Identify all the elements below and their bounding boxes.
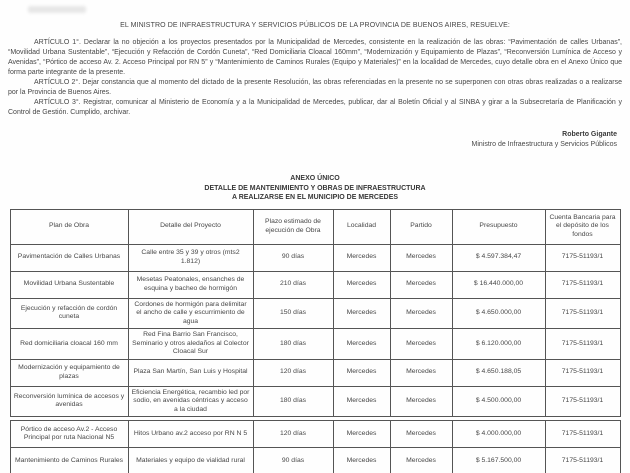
table-cell: $ 4.500.000,00 (452, 386, 545, 417)
table-cell: Modernización y equipamiento de plazas (10, 359, 128, 386)
table-cell: Mercedes (333, 244, 390, 271)
table-row (10, 359, 620, 386)
table-header-cell: Partido (390, 209, 452, 244)
article-2: ARTÍCULO 2°. Dejar constancia que al momento del dictado de la presente Resolución, las obras referenciadas en la presente no se superponen con otras obras realizadas o a realizarse por la Provincia de Buenos Aires. (8, 79, 622, 96)
table-header-cell: Plan de Obra (10, 209, 128, 244)
resolution-heading: EL MINISTRO DE INFRAESTRUCTURA Y SERVICIOS PÚBLICOS DE LA PROVINCIA DE BUENOS AIRES, RESUELVE: (120, 22, 510, 29)
table-cell: Mercedes (390, 271, 452, 298)
table-cell: 180 días (253, 329, 333, 360)
table-cell: Mercedes (390, 448, 452, 473)
table-cell: Mercedes (333, 448, 390, 473)
table-cell: Mercedes (390, 244, 452, 271)
table-cell: Reconversión lumínica de accesos y avenidas (10, 386, 128, 417)
table-cell: Mercedes (333, 421, 390, 448)
table-cell: Materiales y equipo de vialidad rural (128, 448, 253, 473)
table-cell: Calle entre 35 y 39 y otros (mts2 1.812) (128, 244, 253, 271)
table-cell: 7175-51193/1 (545, 359, 620, 386)
table-cell: Ejecución y refacción de cordón cuneta (10, 298, 128, 329)
table-cell: Mantenimiento de Caminos Rurales (10, 448, 128, 473)
table-cell: Mercedes (333, 386, 390, 417)
table-cell: Mercedes (333, 329, 390, 360)
table-header-cell: Detalle del Proyecto (128, 209, 253, 244)
signature-block (0, 130, 617, 150)
table-cell: 90 días (253, 448, 333, 473)
table-cell: 180 días (253, 386, 333, 417)
table-cell: 150 días (253, 298, 333, 329)
table-cell: Movilidad Urbana Sustentable (10, 271, 128, 298)
table-cell: 7175-51193/1 (545, 421, 620, 448)
table-cell: Eficiencia Energética, recambio led por sodio, en avenidas céntricas y acceso a la ciudad (128, 386, 253, 417)
table-cell: $ 6.120.000,00 (452, 329, 545, 360)
table-cell: Mercedes (333, 271, 390, 298)
table-cell: 7175-51193/1 (545, 448, 620, 473)
annex-table-block1 (10, 209, 621, 418)
annex-title-line-2: DETALLE DE MANTENIMIENTO Y OBRAS DE INFRAESTRUCTURA (204, 184, 426, 192)
annex-title-line-1: ANEXO ÚNICO (290, 175, 340, 182)
table-cell: 7175-51193/1 (545, 329, 620, 360)
table-row (10, 271, 620, 298)
table-cell: $ 4.000.000,00 (452, 421, 545, 448)
table-cell: Red domiciliaria cloacal 160 mm (10, 329, 128, 360)
articles-section (8, 38, 622, 118)
annex-title (0, 174, 630, 203)
table-cell: 90 días (253, 244, 333, 271)
table-cell: $ 4.650.000,00 (452, 298, 545, 329)
table-row (10, 448, 620, 473)
article-3: ARTÍCULO 3°. Registrar, comunicar al Ministerio de Economía y a la Municipalidad de Mercedes, publicar, dar al Boletín Oficial y al SINBA y girar a la Subsecretaría de Planificación y Control de Gestión. Cumplido, archivar. (8, 99, 622, 116)
table-cell: Plaza San Martín, San Luis y Hospital (128, 359, 253, 386)
annex-title-line-3: A REALIZARSE EN EL MUNICIPIO DE MERCEDES (231, 194, 399, 201)
table-row (10, 298, 620, 329)
table-cell: Mercedes (390, 386, 452, 417)
annex-table-block2 (10, 420, 621, 473)
article-1: ARTÍCULO 1°. Declarar la no objeción a los proyectos presentados por la Municipalidad de Mercedes, consistente en la realización de las obras: “Pavimentación de calles Urbanas”, “Movilidad Urbana Sustentable”, “Ejecución y Refacción de Cordón Cuneta”, “Red Domiciliaria Cloacal 160mm”, “Modernización y Equipamiento de Plazas”, “Reconversión Lumínica de Acceso y Avenidas”, “Pórtico de acceso Av. 2. Acceso Principal por RN 5” y “Mantenimiento de Caminos Rurales (Equipo y Materiales)” en la localidad de Mercedes, cuyo detalle obra en el Anexo Único que forma parte integrante de la presente. (8, 39, 622, 76)
signature-title: Ministro de Infraestructura y Servicios Públicos (471, 141, 617, 148)
table-cell: Pórtico de acceso Av.2 - Acceso Principal por ruta Nacional N5 (10, 421, 128, 448)
table-cell: 7175-51193/1 (545, 244, 620, 271)
table-cell: $ 16.440.000,00 (452, 271, 545, 298)
table-row (10, 386, 620, 417)
scan-artifact (28, 6, 86, 13)
table-cell: $ 5.167.500,00 (452, 448, 545, 473)
table-cell: Mercedes (333, 359, 390, 386)
table-cell: Mercedes (390, 359, 452, 386)
table-cell: Mercedes (390, 329, 452, 360)
table-header-row (10, 209, 620, 244)
table-cell: Mercedes (390, 298, 452, 329)
table-cell: Mercedes (390, 421, 452, 448)
table-cell: Mesetas Peatonales, ensanches de esquina y bacheo de hormigón (128, 271, 253, 298)
table-header-cell: Cuenta Bancaria para el depósito de los fondos (545, 209, 620, 244)
table-cell: Mercedes (333, 298, 390, 329)
table-row (10, 244, 620, 271)
table-cell: Hitos Urbano av.2 acceso por RN N 5 (128, 421, 253, 448)
table-cell: 210 días (253, 271, 333, 298)
table-cell: 120 días (253, 421, 333, 448)
table-cell: 7175-51193/1 (545, 298, 620, 329)
table-cell: $ 4.597.384,47 (452, 244, 545, 271)
table-cell: 120 días (253, 359, 333, 386)
signature-name: Roberto Gigante (562, 131, 617, 138)
table-cell: Cordones de hormigón para delimitar el ancho de calle y escurrimiento de agua (128, 298, 253, 329)
table-header-cell: Localidad (333, 209, 390, 244)
table-row (10, 329, 620, 360)
table-header-cell: Presupuesto (452, 209, 545, 244)
table-header-cell: Plazo estimado de ejecución de Obra (253, 209, 333, 244)
table-cell: 7175-51193/1 (545, 271, 620, 298)
table-cell: Pavimentación de Calles Urbanas (10, 244, 128, 271)
table-cell: $ 4.650.188,05 (452, 359, 545, 386)
table-cell: 7175-51193/1 (545, 386, 620, 417)
table-cell: Red Fina Barrio San Francisco, Seminario y otros aledaños al Colector Cloacal Sur (128, 329, 253, 360)
annex-table-header (10, 209, 620, 244)
table-row (10, 421, 620, 448)
